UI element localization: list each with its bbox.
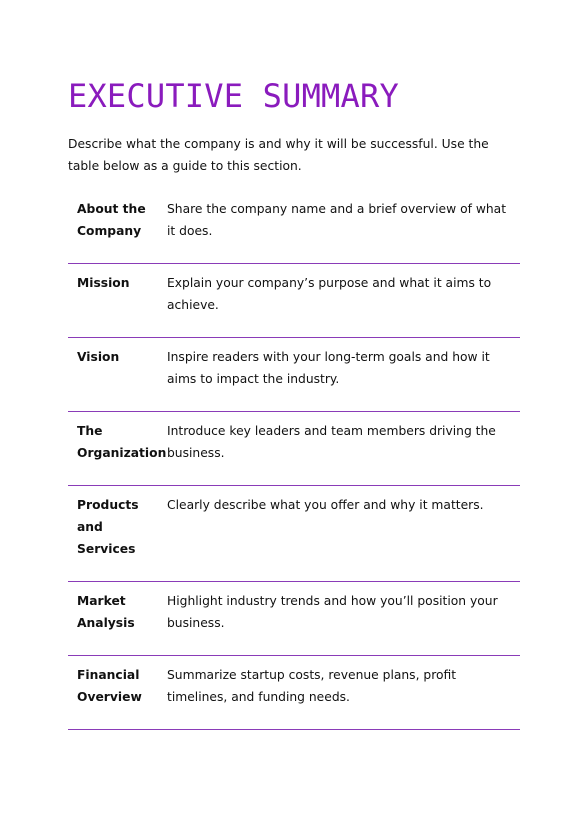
table-row [68,656,520,730]
row-label: Vision [77,350,120,364]
row-description: Inspire readers with your long-term goals and how it aims to impact the industry. [167,350,490,386]
row-description: Clearly describe what you offer and why it matters. [167,498,484,512]
row-description: Share the company name and a brief overview of what it does. [167,202,507,238]
row-description: Summarize startup costs, revenue plans, profit timelines, and funding needs. [167,668,457,704]
row-description: Highlight industry trends and how you’ll position your business. [167,594,498,630]
row-label: Market Analysis [77,594,135,630]
row-description: Explain your company’s purpose and what it aims to achieve. [167,276,492,312]
intro-paragraph: Describe what the company is and why it will be successful. Use the table below as a guide to this section. [68,137,489,173]
row-label: About the Company [77,202,146,238]
table-row [68,486,520,582]
row-description: Introduce key leaders and team members driving the business. [167,424,496,460]
row-label: Mission [77,276,130,290]
table-row [68,190,520,264]
table-row [68,264,520,338]
row-label: The Organization [77,424,167,460]
table-row [68,582,520,656]
row-label: Products and Services [77,498,139,556]
summary-table [68,190,520,730]
table-row [68,338,520,412]
row-label: Financial Overview [77,668,142,704]
page-title: EXECUTIVE SUMMARY [68,77,399,115]
table-row [68,412,520,486]
